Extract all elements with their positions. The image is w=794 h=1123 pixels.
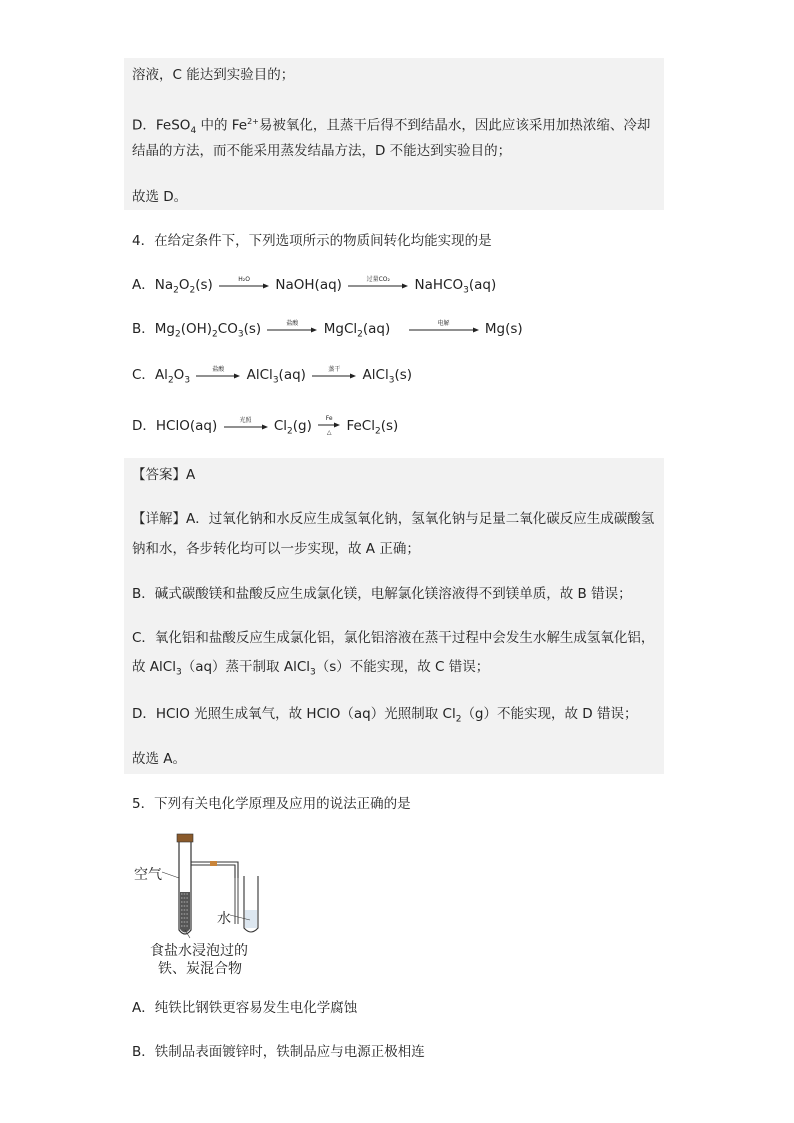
prev-answer-line-c: 溶液，C 能达到实验目的； <box>132 67 295 83</box>
reaction-arrow: 电解 <box>409 321 479 337</box>
reaction-arrow: Fe △ <box>318 416 340 436</box>
q4-detail-a2: 钠和水，各步转化均可以一步实现，故 A 正确； <box>132 541 420 557</box>
reaction-arrow: 过量CO₂ <box>348 277 408 293</box>
rubber-joint <box>210 861 217 866</box>
q4-answer: 【答案】A <box>132 467 196 483</box>
q5-stem: 5．下列有关电化学原理及应用的说法正确的是 <box>132 796 411 812</box>
figure-label-air: 空气 <box>134 867 162 883</box>
q5-option-a: A．纯铁比钢铁更容易发生电化学腐蚀 <box>132 1000 358 1016</box>
reaction-arrow: 盐酸 <box>196 367 240 383</box>
q4-stem: 4．在给定条件下，下列选项所示的物质间转化均能实现的是 <box>132 233 492 249</box>
q4-option-d: D．HClO(aq) 光照 $Cl_2(g)$ Fe △ FeCl$_2$(s) <box>132 415 399 437</box>
q4-option-c: C．$Al_2O_3$ 盐酸 AlCl$_3$(aq) 蒸干 AlCl$_3$(s) <box>132 366 413 386</box>
prev-answer-line-d1: D．FeSO$_4$ 中的 $Fe^{2+}$易被氧化，且蒸干后得不到结晶水，因此应该采用加热浓缩、冷却 <box>132 117 651 137</box>
figure-caption-line1: 食盐水浸泡过的 <box>150 943 248 959</box>
q4-option-a: A．$Na_2O_2(s)$ H₂O NaOH(aq) 过量CO₂ NaHCO$_3$(aq) <box>132 276 497 296</box>
prev-answer-choose: 故选 D。 <box>132 189 188 205</box>
q4-detail-d: D．HClO 光照生成氧气，故 HClO（aq）光照制取 $Cl_2(g)$不能实现，故 D 错误； <box>132 706 638 725</box>
q4-choose: 故选 A。 <box>132 751 187 767</box>
reaction-arrow: 盐酸 <box>267 321 317 337</box>
q4-detail-b: B．碱式碳酸镁和盐酸反应生成氯化镁，电解氯化镁溶液得不到镁单质，故 B 错误； <box>132 586 632 602</box>
q4-option-b: B．$Mg_2(OH)_2CO_3(s)$ 盐酸 MgCl$_2$(aq) 电解 Mg(s) <box>132 320 523 340</box>
prev-answer-line-d2: 结晶的方法，而不能采用蒸发结晶方法，D 不能达到实验目的； <box>132 143 512 159</box>
q4-detail-c1: C．氧化铝和盐酸反应生成氯化铝，氯化铝溶液在蒸干过程中会发生水解生成氢氧化铝， <box>132 630 655 646</box>
q4-detail-c2: 故 AlCl$_3$（aq）蒸干制取 AlCl$_3$（s）不能实现，故 C 错误； <box>132 659 490 678</box>
corrosion-apparatus-figure <box>130 832 270 942</box>
reaction-arrow: 光照 <box>224 418 268 434</box>
stopper <box>177 834 193 842</box>
figure-caption-line2: 铁、炭混合物 <box>158 961 242 977</box>
reaction-arrow: H₂O <box>219 277 269 293</box>
q4-detail-a1: 【详解】A．过氧化钠和水反应生成氢氧化钠，氢氧化钠与足量二氧化碳反应生成碳酸氢 <box>132 511 655 527</box>
figure-label-water: 水 <box>217 911 231 927</box>
reaction-arrow: 蒸干 <box>312 367 356 383</box>
q5-option-b: B．铁制品表面镀锌时，铁制品应与电源正极相连 <box>132 1044 425 1060</box>
iron-carbon-mixture <box>180 892 190 933</box>
